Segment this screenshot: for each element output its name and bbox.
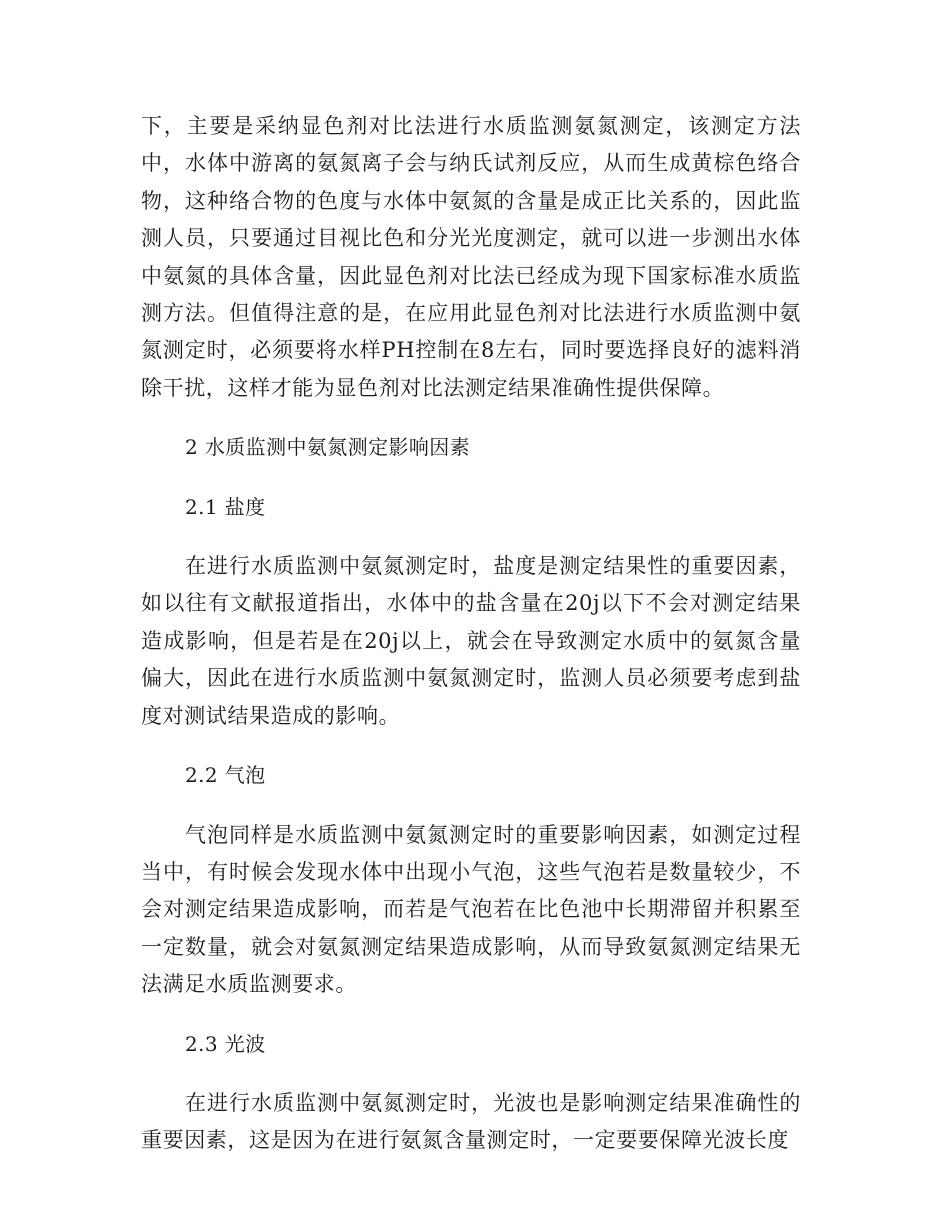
document-body bbox=[141, 108, 801, 1182]
paragraph-intro: 下，主要是采纳显色剂对比法进行水质监测氨氮测定，该测定方法中，水体中游离的氨氮离子会与纳氏试剂反应，从而生成黄棕色络合物，这种络合物的色度与水体中氨氮的含量是成正比关系的，因此监测人员，只要通过目视比色和分光光度测定，就可以进一步测出水体中氨氮的具体含量，因此显色剂对比法已经成为现下国家标准水质监测方法。但值得注意的是，在应用此显色剂对比法进行水质监测中氨氮测定时，必须要将水样PH控制在8左右，同时要选择良好的滤料消除干扰，这样才能为显色剂对比法测定结果准确性提供保障。 bbox=[141, 114, 801, 400]
subsection-heading-2-1: 2.1 盐度 bbox=[185, 494, 266, 519]
paragraph-salinity: 在进行水质监测中氨氮测定时，盐度是测定结果性的重要因素，如以往有文献报道指出，水体中的盐含量在20j以下不会对测定结果造成影响，但是若是在20j以上，就会在导致测定水质中的氨氮含量偏大，因此在进行水质监测中氨氮测定时，监测人员必须要考虑到盐度对测试结果造成的影响。 bbox=[141, 554, 801, 728]
subsection-heading-2-2: 2.2 气泡 bbox=[185, 763, 266, 788]
paragraph-light-wave: 在进行水质监测中氨氮测定时，光波也是影响测定结果准确性的重要因素，这是因为在进行氨氮含量测定时，一定要要保障光波长度 bbox=[141, 1090, 801, 1153]
section-heading-2: 2 水质监测中氨氮测定影响因素 bbox=[185, 435, 471, 460]
subsection-heading-2-3: 2.3 光波 bbox=[185, 1031, 266, 1056]
paragraph-bubbles: 气泡同样是水质监测中氨氮测定时的重要影响因素，如测定过程当中，有时候会发现水体中出现小气泡，这些气泡若是数量较少，不会对测定结果造成影响，而若是气泡若在比色池中长期滞留并积累至一定数量，就会对氨氮测定结果造成影响，从而导致氨氮测定结果无法满足水质监测要求。 bbox=[141, 822, 801, 997]
